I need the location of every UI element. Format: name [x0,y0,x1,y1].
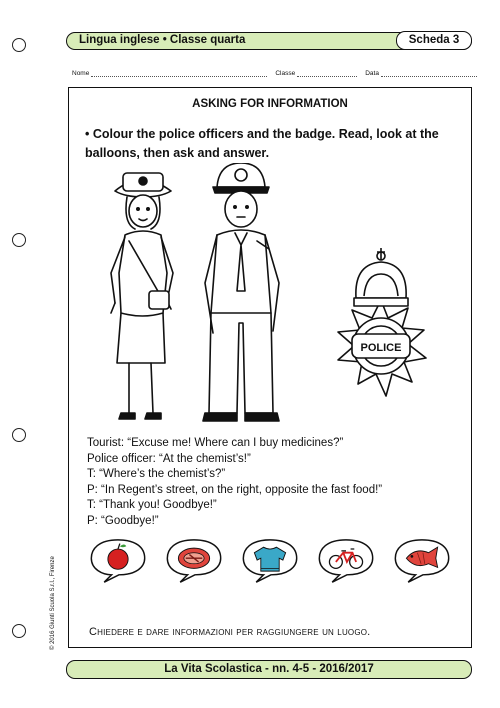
binder-hole [12,428,26,442]
caption-text: Chiedere e dare informazioni per raggiungere un luogo. [89,626,371,638]
student-fields [72,70,472,77]
caption [89,626,370,638]
worksheet-title: ASKING FOR INFORMATION [192,98,348,110]
badge-text: POLICE [360,342,402,354]
policewoman-drawing [111,173,173,419]
balloon [87,538,149,584]
instruction-text: • Colour the police officers and the badge. Read, look at the balloons, then ask and answer. [85,127,439,160]
date-line [381,71,477,77]
copyright: © 2016 Giunti Scuola S.r.l., Firenze [50,556,56,650]
name-label: Nome [72,70,90,77]
dialogue-line: P: “Goodbye!” [87,514,159,527]
worksheet-number: Scheda 3 [396,31,472,50]
dialogue-line: T: “Thank you! Goodbye!” [87,499,217,512]
name-field [72,70,267,77]
dialogue-line: Tourist: “Excuse me! Where can I buy medicines?” [87,437,344,449]
policeman-drawing [203,163,279,421]
police-officers-illustration [101,163,311,428]
worksheet-frame [68,87,472,648]
footer-text: La Vita Scolastica - nn. 4-5 - 2016/2017 [164,663,374,675]
binder-hole [12,38,26,52]
balloon-row [87,538,457,600]
balloon [315,538,377,584]
balloon [239,538,301,584]
dialogue-line: T: “Where’s the chemist’s?” [87,468,226,481]
class-field [275,70,357,77]
date-field [365,70,477,77]
dialogue [87,436,382,530]
binder-hole [12,233,26,247]
balloon [391,538,453,584]
name-line [91,71,267,77]
binder-hole [12,624,26,638]
class-label: Classe [275,70,296,77]
date-label: Data [365,70,379,77]
header-subject: Lingua inglese • Classe quarta [79,34,246,46]
steak-icon [178,548,209,568]
police-badge-illustration [324,248,439,398]
dialogue-line: P: “In Regent’s street, on the right, opposite the fast food!” [87,483,383,496]
dialogue-line: Police officer: “At the chemist’s!” [87,452,251,465]
footer-bar [66,660,472,679]
class-line [297,71,357,77]
header-bar [66,32,472,50]
balloon [163,538,225,584]
